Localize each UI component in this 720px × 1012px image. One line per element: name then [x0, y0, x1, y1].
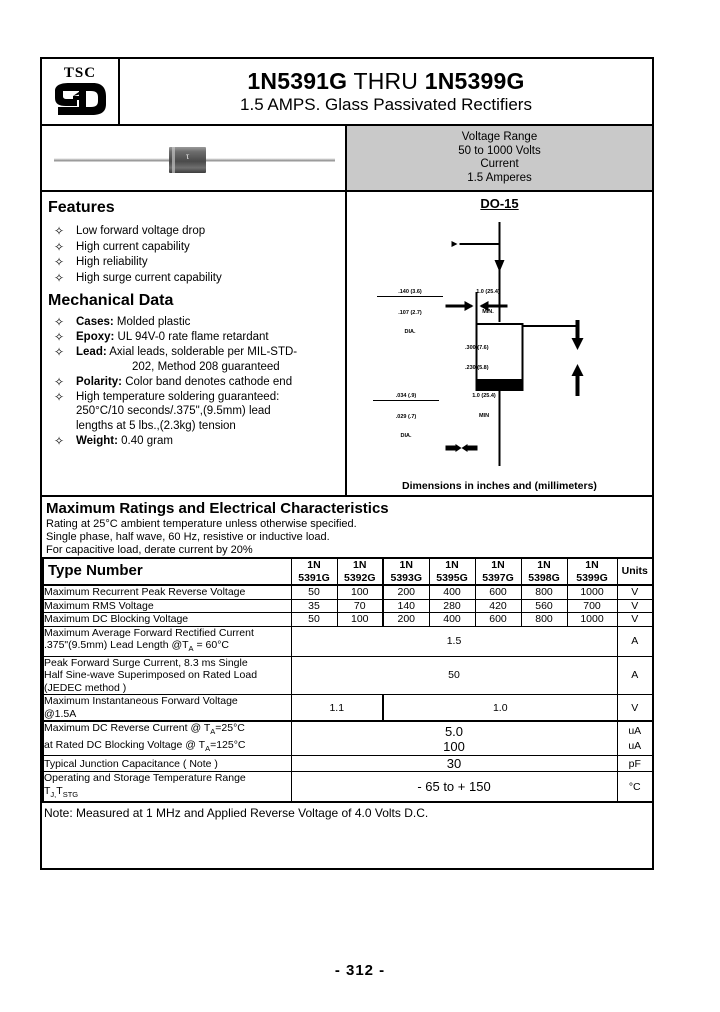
mech-label: Lead:: [76, 346, 107, 358]
diamond-bullet-icon: ✧: [54, 374, 65, 389]
logo-cell: [42, 59, 120, 124]
row-value-right: 1.0: [383, 695, 617, 722]
row-label-line1: Operating and Storage Temperature Range: [44, 772, 246, 785]
dim-line-1: 1.0 (25.4): [472, 393, 496, 399]
dim-lead-diameter: [373, 380, 439, 453]
measurement-note: Note: Measured at 1 MHz and Applied Reverse Voltage of 4.0 Volts D.C.: [44, 806, 429, 821]
row-value: 800: [521, 613, 567, 627]
row-label-line1: Maximum Instantaneous Forward Voltage: [44, 695, 238, 708]
row-label-sub: A: [205, 743, 211, 753]
part-suffix: 5399G: [576, 571, 608, 584]
row-value: 560: [521, 599, 567, 613]
part-prefix: 1N: [445, 559, 459, 571]
ratings-title: Maximum Ratings and Electrical Characteristics: [46, 500, 389, 517]
features-list: [48, 224, 345, 285]
row-value: 600: [475, 613, 521, 627]
reverse-current-25c: 5.0: [444, 723, 464, 739]
voltage-range-label: Voltage Range: [461, 131, 538, 143]
row-label-line1: [44, 722, 291, 739]
row-label-line2-b: =125°C: [210, 738, 246, 751]
row-label: [43, 626, 291, 656]
dim-line-3: DIA.: [404, 329, 416, 335]
row-unit: V: [617, 695, 653, 722]
row-label-sub: A: [188, 644, 194, 654]
dim-line-1: .034 (.9): [373, 393, 439, 401]
row-unit: V: [617, 585, 653, 599]
part-prefix: 1N: [307, 559, 321, 571]
mech-text-cont: 250°C/10 seconds/.375",(9.5mm) lead: [76, 405, 271, 417]
row-label-line1-a: Maximum DC Reverse Current @ T: [44, 722, 211, 735]
row-label: [43, 695, 291, 722]
row-label-line2: [44, 639, 291, 656]
tsc-logo: [51, 64, 109, 117]
dim-line-1: .140 (3.6): [377, 289, 443, 297]
row-value: 50: [291, 585, 337, 599]
diamond-bullet-icon: ✧: [54, 255, 65, 269]
mechanical-item-soldering: [48, 390, 345, 434]
mechanical-list: [48, 315, 345, 448]
mech-text: Axial leads, solderable per MIL-STD-: [106, 346, 298, 358]
part-title: [247, 68, 524, 94]
row-value: 140: [383, 599, 429, 613]
diamond-bullet-icon: ✧: [54, 239, 65, 254]
tj-sub: J,: [50, 789, 57, 799]
part-prefix: 1N: [399, 559, 413, 571]
dim-lead-length-top: [453, 276, 523, 328]
feature-item: [48, 271, 345, 286]
row-label-sub: A: [210, 727, 216, 737]
feature-text: High reliability: [76, 256, 148, 268]
part-suffix: 5397G: [482, 571, 514, 584]
table-row-reverse-current: [43, 721, 653, 756]
ratings-section: [42, 497, 652, 820]
row-label-line2: [44, 785, 291, 802]
title-cell: [120, 59, 652, 124]
dim-line-2: MIN.: [482, 308, 494, 315]
reverse-current-125c: 100: [443, 738, 465, 754]
package-name: [347, 196, 652, 211]
dimensions-caption: Dimensions in inches and (millimeters): [402, 480, 597, 492]
mech-text-cont: 202, Method 208 guaranteed: [132, 360, 280, 373]
mech-text: 0.40 gram: [117, 434, 173, 447]
row-unit: [617, 721, 653, 756]
row-value-merged: 1.5: [291, 626, 617, 656]
row-value-merged: 50: [291, 656, 617, 695]
part-suffix: 5393G: [390, 571, 423, 584]
row-label: [43, 656, 291, 695]
features-package-row: [42, 192, 652, 497]
row-label-line2: [44, 739, 291, 756]
table-row-forward-voltage: [43, 695, 653, 722]
part-suffix: 5398G: [528, 571, 560, 584]
mech-text-cont: lengths at 5 lbs.,(2.3kg) tension: [76, 419, 236, 432]
part-header-0: [291, 558, 337, 585]
part-prefix: 1N: [491, 559, 505, 571]
diamond-bullet-icon: ✧: [54, 345, 65, 359]
row-label-line2-a: at Rated DC Blocking Voltage @ T: [44, 738, 206, 751]
row-value: 100: [337, 613, 383, 627]
datasheet-frame: [40, 57, 654, 870]
diamond-bullet-icon: ✧: [54, 270, 65, 285]
type-number-header: Type Number: [43, 558, 291, 585]
dim-lead-length-bottom: [449, 380, 519, 432]
diamond-bullet-icon: ✧: [54, 389, 65, 404]
mech-label: Cases:: [76, 316, 114, 328]
mech-label: Weight:: [76, 434, 118, 447]
package-name-text: DO-15: [480, 196, 519, 211]
ratings-note-3: For capacitive load, derate current by 20%: [46, 544, 253, 556]
current-label: Current: [480, 158, 519, 170]
feature-item: [48, 240, 345, 255]
mechanical-item-cases: [48, 315, 345, 330]
dim-line-2: MIN: [478, 412, 490, 419]
row-label-line1-b: =25°C: [215, 722, 245, 735]
row-value: 50: [291, 613, 337, 627]
logo-text: TSC: [63, 64, 97, 81]
current-value: 1.5 Amperes: [467, 171, 532, 184]
row-value-merged: - 65 to + 150: [291, 772, 617, 803]
page-footer: - 312 -: [334, 962, 386, 979]
dim-line-1: 1.0 (25.4): [476, 289, 500, 295]
row-label-line3: (JEDEC method ): [44, 681, 127, 694]
table-row-dc-blocking-voltage: [43, 613, 653, 627]
row-value: 280: [429, 599, 475, 613]
row-value: 420: [475, 599, 521, 613]
row-label: Maximum DC Blocking Voltage: [43, 613, 291, 627]
row-unit: V: [617, 599, 653, 613]
feature-text: High current capability: [76, 240, 190, 253]
row-label: Maximum Recurrent Peak Reverse Voltage: [43, 585, 291, 599]
part-header-4: [475, 558, 521, 585]
voltage-range-box: [347, 126, 652, 190]
row-label-line1: Peak Forward Surge Current, 8.3 ms Single: [44, 656, 248, 669]
tstg-symbol: T: [56, 784, 63, 797]
part-header-5: [521, 558, 567, 585]
mech-text: Color band denotes cathode end: [122, 375, 293, 388]
row-value-left: 1.1: [291, 695, 383, 722]
feature-text: Low forward voltage drop: [76, 225, 206, 237]
dim-line-2: .029 (.7): [395, 413, 417, 420]
row-label-line1: Maximum Average Forward Rectified Current: [44, 626, 254, 639]
table-row-temperature-range: [43, 772, 653, 803]
part-prefix: 1N: [585, 559, 599, 571]
header: [42, 59, 652, 126]
specifications-table: [42, 557, 654, 803]
dim-line-2: .107 (2.7): [398, 309, 422, 316]
diamond-bullet-icon: ✧: [54, 433, 65, 448]
part-title-thru: THRU: [347, 68, 425, 94]
row-label: [43, 721, 291, 756]
table-row-avg-forward-current: [43, 626, 653, 656]
diamond-bullet-icon: ✧: [54, 315, 65, 329]
row-label-line2-b: = 60°C: [193, 639, 229, 651]
mechanical-item-epoxy: [48, 330, 345, 345]
voltage-range-value: 50 to 1000 Volts: [458, 144, 541, 157]
row-value: 200: [383, 585, 429, 599]
features-heading: Features: [48, 199, 115, 216]
row-value: 200: [383, 613, 429, 627]
row-value: 70: [337, 599, 383, 613]
part-suffix: 5395G: [436, 571, 468, 584]
part-header-3: [429, 558, 475, 585]
mech-text: Molded plastic: [113, 316, 191, 328]
diode-body-graphic: [169, 147, 206, 173]
row-value: 100: [337, 585, 383, 599]
row-label-line2: Half Sine-wave Superimposed on Rated Load: [44, 669, 258, 682]
row-unit: A: [617, 656, 653, 695]
mechanical-item-polarity: [48, 375, 345, 390]
mech-label: High temperature soldering guaranteed:: [76, 390, 280, 403]
dim-body-diameter: [377, 276, 443, 349]
row-label: [43, 772, 291, 803]
row-unit: pF: [617, 756, 653, 772]
part-header-6: [567, 558, 617, 585]
mech-label: Epoxy:: [76, 331, 115, 343]
mechanical-heading: Mechanical Data: [48, 292, 174, 309]
logo-mark-icon: [53, 82, 107, 116]
ratings-note-1: Rating at 25°C ambient temperature unless otherwise specified.: [46, 518, 357, 530]
row-value: 700: [567, 599, 617, 613]
row-value-merged: 30: [291, 756, 617, 772]
units-header: Units: [617, 558, 653, 585]
component-photo: [42, 126, 347, 190]
row-label-line2-a: .375"(9.5mm) Lead Length @T: [44, 639, 189, 651]
row-value: 1000: [567, 585, 617, 599]
tstg-sub: STG: [62, 789, 79, 799]
table-row-surge-current: [43, 656, 653, 695]
part-header-1: [337, 558, 383, 585]
part-subtitle: 1.5 AMPS. Glass Passivated Rectifiers: [240, 95, 532, 114]
row-unit: A: [617, 626, 653, 656]
table-row-peak-reverse-voltage: [43, 585, 653, 599]
feature-text: High surge current capability: [76, 271, 222, 284]
part-header-2: [383, 558, 429, 585]
dim-body-length: [465, 332, 535, 384]
row-label-line2: @1.5A: [44, 707, 77, 720]
row-value: 400: [429, 613, 475, 627]
row-unit: °C: [617, 772, 653, 803]
row-value: 400: [429, 585, 475, 599]
part-suffix: 5391G: [298, 571, 330, 584]
dim-line-3: DIA.: [400, 433, 412, 439]
part-prefix: 1N: [353, 559, 367, 571]
row-value: 800: [521, 585, 567, 599]
features-panel: [42, 192, 347, 495]
unit-line1: uA: [628, 724, 642, 737]
ratings-note-2: Single phase, half wave, 60 Hz, resistive or inductive load.: [46, 531, 330, 543]
dim-line-2: .230 (5.8): [465, 364, 489, 371]
row-unit: V: [617, 613, 653, 627]
unit-line2: uA: [628, 739, 642, 752]
diamond-bullet-icon: ✧: [54, 330, 65, 344]
table-row-junction-capacitance: [43, 756, 653, 772]
part-prefix: 1N: [537, 559, 551, 571]
part-title-end: 1N5399G: [424, 68, 525, 94]
part-title-start: 1N5391G: [247, 68, 348, 94]
row-value: 600: [475, 585, 521, 599]
row-value-merged: [291, 721, 617, 756]
mechanical-item-lead: [48, 345, 345, 374]
mech-label: Polarity:: [76, 375, 123, 388]
tj-symbol: T: [44, 784, 51, 797]
mechanical-item-weight: [48, 434, 345, 449]
photo-voltage-band: [42, 126, 652, 192]
dim-line-1: .300 (7.6): [465, 345, 489, 351]
table-row-rms-voltage: [43, 599, 653, 613]
row-label: Typical Junction Capacitance ( Note ): [43, 756, 291, 772]
feature-item: [48, 224, 345, 239]
table-header-row: [43, 558, 653, 585]
row-value: 35: [291, 599, 337, 613]
mech-text: UL 94V-0 rate flame retardant: [114, 331, 269, 343]
feature-item: [48, 255, 345, 270]
part-suffix: 5392G: [343, 571, 376, 584]
diamond-bullet-icon: ✧: [54, 224, 65, 238]
body-marking-text: τ: [185, 151, 190, 161]
package-drawing-panel: [347, 192, 652, 495]
row-value: 1000: [567, 613, 617, 627]
row-label: Maximum RMS Voltage: [43, 599, 291, 613]
